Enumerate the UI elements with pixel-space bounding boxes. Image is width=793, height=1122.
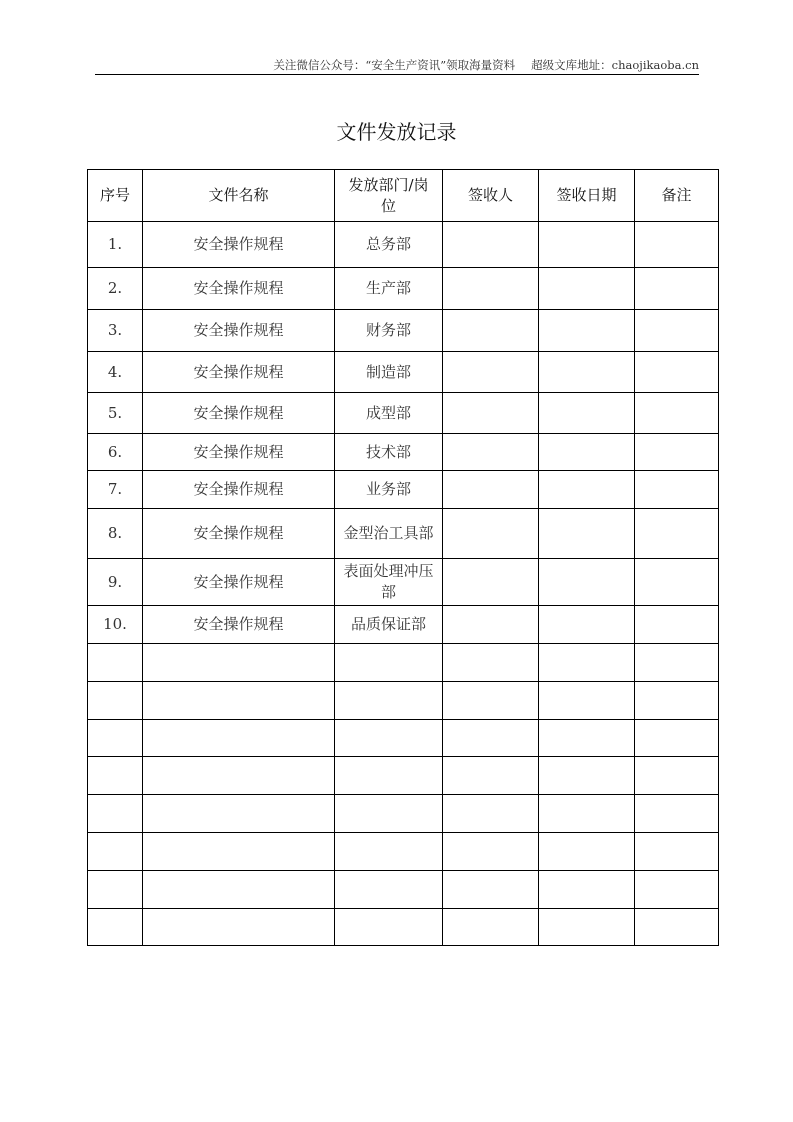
cell-col-sign-date: [539, 222, 635, 268]
cell-col-department: [335, 795, 443, 833]
cell-col-remarks: [635, 682, 719, 720]
cell-col-file-name: 安全操作规程: [143, 434, 335, 471]
cell-col-file-name: [143, 682, 335, 720]
cell-col-file-name: [143, 644, 335, 682]
cell-col-file-name: [143, 720, 335, 757]
cell-col-index: [88, 833, 143, 871]
cell-col-file-name: 安全操作规程: [143, 471, 335, 509]
cell-col-file-name: 安全操作规程: [143, 509, 335, 559]
cell-col-sign-date: [539, 644, 635, 682]
cell-col-remarks: [635, 871, 719, 909]
cell-col-index: [88, 909, 143, 946]
cell-col-department: [335, 871, 443, 909]
cell-col-file-name: [143, 909, 335, 946]
cell-col-sign-date: [539, 871, 635, 909]
cell-col-file-name: 安全操作规程: [143, 606, 335, 644]
cell-col-file-name: 安全操作规程: [143, 559, 335, 606]
cell-col-department: [335, 644, 443, 682]
table-row: [88, 833, 719, 871]
cell-col-signee: [443, 833, 539, 871]
cell-col-remarks: [635, 559, 719, 606]
cell-col-signee: [443, 644, 539, 682]
cell-col-index: 10.: [88, 606, 143, 644]
cell-col-sign-date: [539, 795, 635, 833]
cell-col-signee: [443, 909, 539, 946]
cell-col-sign-date: [539, 509, 635, 559]
distribution-record-table: [87, 169, 719, 946]
table-row: [88, 393, 719, 434]
cell-col-signee: [443, 352, 539, 393]
cell-col-department: 生产部: [335, 268, 443, 310]
cell-col-remarks: [635, 310, 719, 352]
header-col-index: 序号: [88, 170, 143, 222]
header-col-department: 发放部门/岗位: [335, 170, 443, 222]
cell-col-index: 5.: [88, 393, 143, 434]
cell-col-file-name: [143, 871, 335, 909]
cell-col-signee: [443, 509, 539, 559]
cell-col-index: [88, 871, 143, 909]
cell-col-signee: [443, 268, 539, 310]
cell-col-remarks: [635, 509, 719, 559]
cell-col-remarks: [635, 352, 719, 393]
cell-col-remarks: [635, 644, 719, 682]
header-col-signee: 签收人: [443, 170, 539, 222]
table-row: [88, 606, 719, 644]
table-row: [88, 871, 719, 909]
table-header-row: [88, 170, 719, 222]
cell-col-file-name: 安全操作规程: [143, 352, 335, 393]
cell-col-file-name: [143, 795, 335, 833]
cell-col-department: 财务部: [335, 310, 443, 352]
cell-col-remarks: [635, 393, 719, 434]
cell-col-sign-date: [539, 559, 635, 606]
cell-col-signee: [443, 559, 539, 606]
cell-col-file-name: [143, 757, 335, 795]
header-left-text: 关注微信公众号：“安全生产资讯”领取海量资料: [273, 58, 516, 72]
cell-col-signee: [443, 871, 539, 909]
cell-col-file-name: 安全操作规程: [143, 393, 335, 434]
cell-col-department: 总务部: [335, 222, 443, 268]
cell-col-file-name: 安全操作规程: [143, 268, 335, 310]
cell-col-department: [335, 833, 443, 871]
cell-col-sign-date: [539, 682, 635, 720]
table-row: [88, 310, 719, 352]
cell-col-sign-date: [539, 434, 635, 471]
header-col-remarks: 备注: [635, 170, 719, 222]
header-divider: [95, 74, 699, 75]
cell-col-department: [335, 909, 443, 946]
cell-col-index: [88, 682, 143, 720]
cell-col-department: [335, 720, 443, 757]
cell-col-sign-date: [539, 393, 635, 434]
cell-col-department: 品质保证部: [335, 606, 443, 644]
table-row: [88, 509, 719, 559]
cell-col-department: 表面处理冲压部: [335, 559, 443, 606]
cell-col-sign-date: [539, 310, 635, 352]
cell-col-index: 1.: [88, 222, 143, 268]
cell-col-file-name: [143, 833, 335, 871]
cell-col-signee: [443, 606, 539, 644]
cell-col-index: [88, 644, 143, 682]
cell-col-sign-date: [539, 909, 635, 946]
cell-col-department: [335, 682, 443, 720]
cell-col-remarks: [635, 471, 719, 509]
cell-col-remarks: [635, 795, 719, 833]
cell-col-index: [88, 795, 143, 833]
cell-col-department: 技术部: [335, 434, 443, 471]
table-row: [88, 559, 719, 606]
cell-col-sign-date: [539, 352, 635, 393]
table-row: [88, 222, 719, 268]
cell-col-index: 9.: [88, 559, 143, 606]
table-row: [88, 268, 719, 310]
cell-col-file-name: 安全操作规程: [143, 222, 335, 268]
table-row: [88, 471, 719, 509]
cell-col-signee: [443, 434, 539, 471]
table-row: [88, 352, 719, 393]
cell-col-signee: [443, 682, 539, 720]
header-right-text: 超级文库地址：chaojikaoba.cn: [531, 58, 699, 72]
cell-col-sign-date: [539, 757, 635, 795]
cell-col-signee: [443, 720, 539, 757]
table-row: [88, 795, 719, 833]
header-col-sign-date: 签收日期: [539, 170, 635, 222]
cell-col-department: [335, 757, 443, 795]
cell-col-remarks: [635, 720, 719, 757]
cell-col-department: 金型治工具部: [335, 509, 443, 559]
cell-col-index: 3.: [88, 310, 143, 352]
cell-col-index: 6.: [88, 434, 143, 471]
cell-col-signee: [443, 310, 539, 352]
cell-col-department: 业务部: [335, 471, 443, 509]
cell-col-index: [88, 720, 143, 757]
cell-col-signee: [443, 471, 539, 509]
cell-col-sign-date: [539, 606, 635, 644]
table-row: [88, 682, 719, 720]
cell-col-sign-date: [539, 471, 635, 509]
cell-col-file-name: 安全操作规程: [143, 310, 335, 352]
cell-col-index: [88, 757, 143, 795]
cell-col-index: 7.: [88, 471, 143, 509]
header-col-file-name: 文件名称: [143, 170, 335, 222]
cell-col-remarks: [635, 833, 719, 871]
table-row: [88, 757, 719, 795]
cell-col-department: 成型部: [335, 393, 443, 434]
cell-col-remarks: [635, 268, 719, 310]
cell-col-signee: [443, 222, 539, 268]
table-row: [88, 644, 719, 682]
cell-col-index: 2.: [88, 268, 143, 310]
cell-col-index: 4.: [88, 352, 143, 393]
cell-col-signee: [443, 795, 539, 833]
table-row: [88, 909, 719, 946]
cell-col-index: 8.: [88, 509, 143, 559]
cell-col-department: 制造部: [335, 352, 443, 393]
page-header: [96, 57, 699, 73]
cell-col-remarks: [635, 606, 719, 644]
cell-col-remarks: [635, 757, 719, 795]
cell-col-remarks: [635, 434, 719, 471]
cell-col-sign-date: [539, 833, 635, 871]
cell-col-remarks: [635, 909, 719, 946]
cell-col-signee: [443, 757, 539, 795]
cell-col-signee: [443, 393, 539, 434]
page-title: 文件发放记录: [336, 120, 457, 144]
table-row: [88, 434, 719, 471]
cell-col-sign-date: [539, 268, 635, 310]
table-row: [88, 720, 719, 757]
cell-col-remarks: [635, 222, 719, 268]
cell-col-sign-date: [539, 720, 635, 757]
